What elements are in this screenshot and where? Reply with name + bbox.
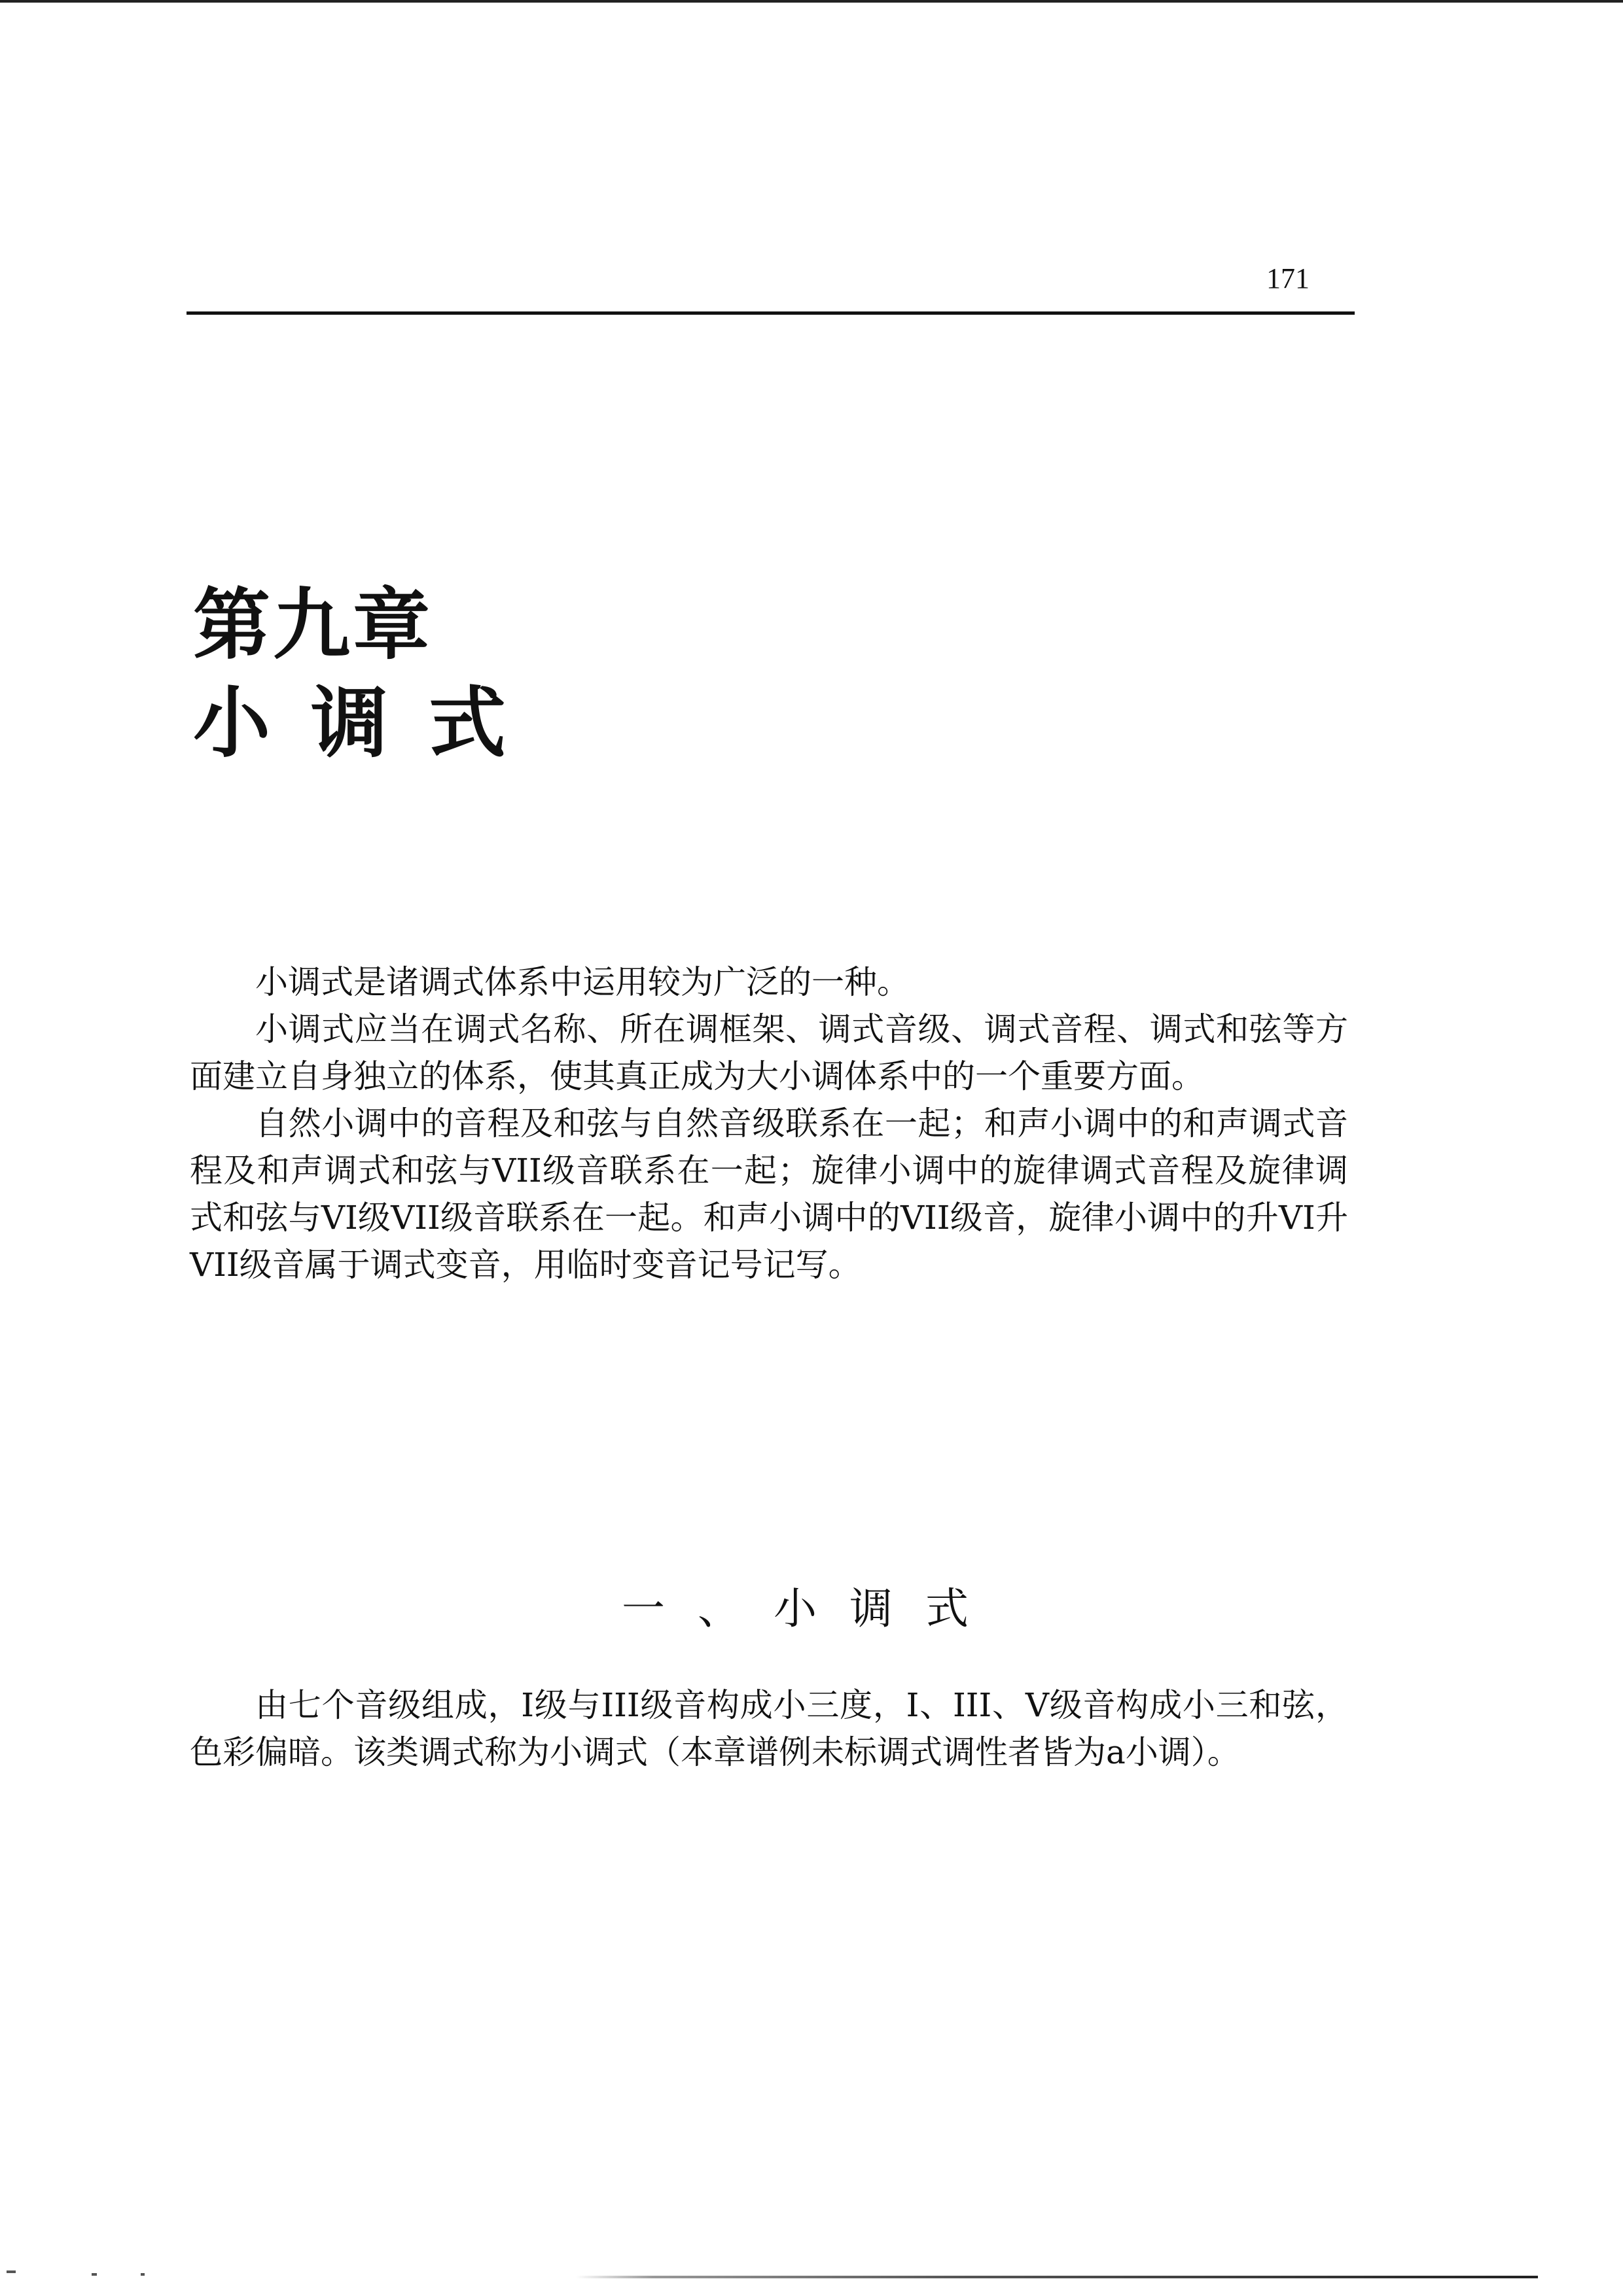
page-top-edge [0, 0, 1623, 3]
scan-artifact-line [576, 2276, 1538, 2278]
header-rule [187, 311, 1355, 315]
intro-paragraph: 小调式应当在调式名称、所在调框架、调式音级、调式音程、调式和弦等方面建立自身独立的体系，使其真正成为大小调体系中的一个重要方面。 [190, 1010, 1348, 1095]
scan-artifact-dot [92, 2273, 97, 2276]
intro-paragraph: 自然小调中的音程及和弦与自然音级联系在一起；和声小调中的和声调式音程及和声调式和弦与VII级音联系在一起；旋律小调中的旋律调式音程及旋律调式和弦与VI级VII级音联系在一起。和声小调中的VII级音，旋律小调中的升VI升VII级音属于调式变音，用临时变音记号记写。 [190, 1104, 1348, 1284]
chapter-title-text: 小调式 [193, 678, 547, 768]
section-heading: 一、小调式 [622, 1583, 1001, 1634]
scan-artifact-dot [7, 2270, 16, 2273]
chapter-title [193, 576, 546, 772]
section-body [190, 1682, 1348, 1776]
chapter-number-label: 第九章 [193, 580, 433, 670]
scan-artifact-dot [141, 2273, 145, 2276]
intro-text [190, 959, 1348, 1288]
page-number: 171 [1266, 262, 1310, 294]
intro-paragraph: 小调式是诸调式体系中运用较为广泛的一种。 [255, 963, 910, 1001]
section-paragraph: 由七个音级组成，I级与III级音构成小三度，I、III、V级音构成小三和弦，色彩偏暗。该类调式称为小调式（本章谱例未标调式调性者皆为a小调）。 [190, 1686, 1348, 1771]
